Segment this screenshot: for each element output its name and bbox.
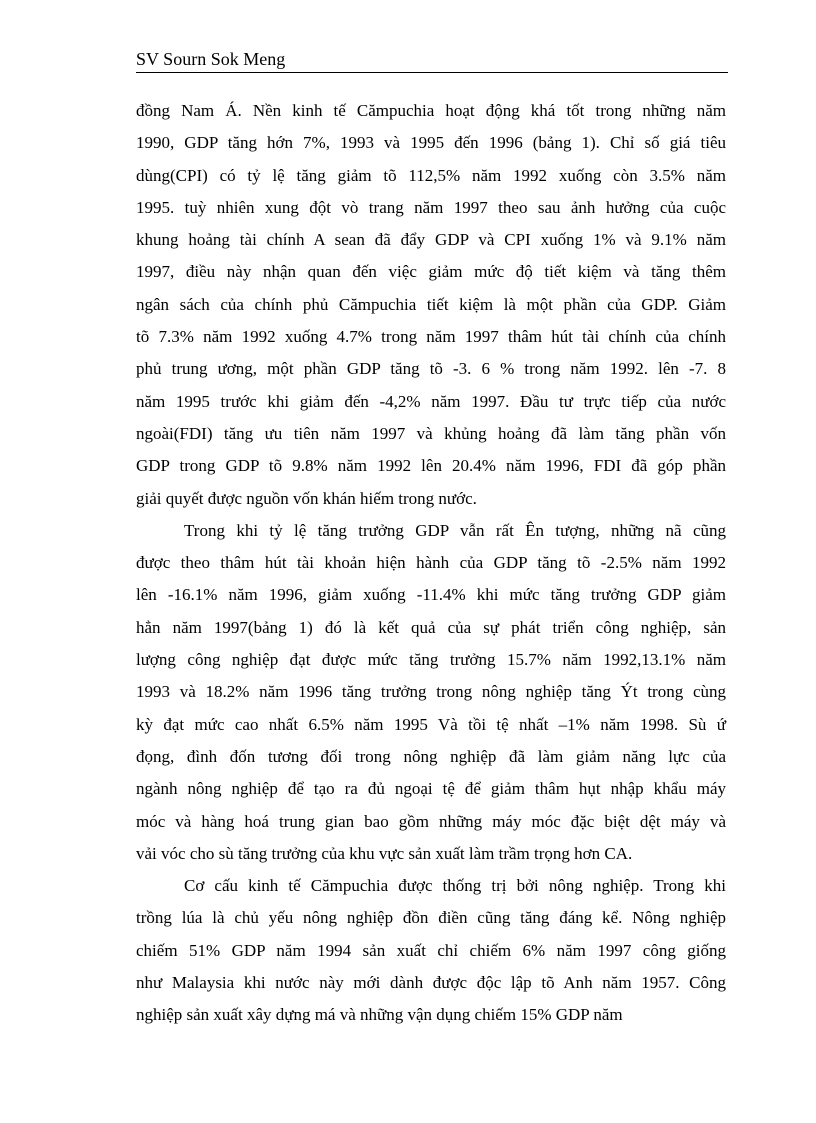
text-line: 1993 và 18.2% năm 1996 tăng trưởng trong nông nghiệp tăng Ýt trong cùng (136, 682, 726, 702)
text-line: lượng công nghiệp đạt được mức tăng trưởng 15.7% năm 1992,13.1% năm (136, 650, 726, 670)
text-line: ngoài(FDI) tăng ưu tiên năm 1997 và khủng hoảng đã làm tăng phần vốn (136, 423, 726, 443)
text-line: khung hoảng tài chính A sean đã đẩy GDP và CPI xuống 1% và 9.1% năm (136, 230, 726, 250)
text-line: ngân sách của chính phủ Cămpuchia tiết kiệm là một phần của GDP. Giảm (136, 294, 726, 314)
paragraph-1 (136, 95, 726, 515)
text-line: dùng(CPI) có tỷ lệ tăng giảm tõ 112,5% năm 1992 xuống còn 3.5% năm (136, 165, 726, 185)
text-line: chiếm 51% GDP năm 1994 sản xuất chỉ chiếm 6% năm 1997 công giống (136, 940, 726, 960)
text-line: 1990, GDP tăng hớn 7%, 1993 và 1995 đến 1996 (bảng 1). Chỉ số giá tiêu (136, 133, 726, 153)
text-line: 1995. tuỳ nhiên xung đột vò trang năm 1997 theo sau ảnh hưởng của cuộc (136, 197, 726, 217)
text-line: như Malaysia khi nước này mới dành được độc lập tõ Anh năm 1957. Công (136, 973, 726, 993)
text-line: ngành nông nghiệp để tạo ra đủ ngoại tệ để giảm thâm hụt nhập khẩu máy (136, 779, 726, 799)
header-author: SV Sourn Sok Meng (136, 49, 286, 69)
text-line: lên -16.1% năm 1996, giảm xuống -11.4% khi mức tăng trưởng GDP giảm (136, 585, 726, 605)
text-line: giải quyết được nguồn vốn khán hiếm trong nước. (136, 488, 477, 508)
page-header (136, 48, 728, 73)
text-line: đồng Nam Á. Nền kinh tế Cămpuchia hoạt động khá tốt trong những năm (136, 101, 726, 120)
paragraph-2 (136, 515, 726, 870)
text-line: năm 1995 trước khi giảm đến -4,2% năm 1997. Đầu tư trực tiếp của nước (136, 391, 726, 411)
text-line: được theo thâm hút tài khoản hiện hành của GDP tăng tõ -2.5% năm 1992 (136, 553, 726, 573)
text-line: Trong khi tỷ lệ tăng trưởng GDP vẫn rất Ên tượng, những nã cũng (184, 520, 726, 540)
text-line: 1997, điều này nhận quan đến việc giảm mức độ tiết kiệm và tăng thêm (136, 262, 726, 282)
text-line: GDP trong GDP tõ 9.8% năm 1992 lên 20.4% năm 1996, FDI đã góp phần (136, 456, 726, 476)
text-line: hẳn năm 1997(bảng 1) đó là kết quả của sự phát triển công nghiệp, sản (136, 617, 726, 637)
text-line: phủ trung ương, một phần GDP tăng tõ -3. 6 % trong năm 1992. lên -7. 8 (136, 359, 726, 379)
text-line: kỳ đạt mức cao nhất 6.5% năm 1995 Và tồi tệ nhất –1% năm 1998. Sù ứ (136, 714, 726, 734)
text-line: Cơ cấu kinh tế Cămpuchia được thống trị bởi nông nghiệp. Trong khi (184, 876, 726, 896)
text-line: trồng lúa là chủ yếu nông nghiệp đồn điền cũng tăng đáng kể. Nông nghiệp (136, 908, 726, 928)
text-line: vải vóc cho sù tăng trưởng của khu vực sản xuất làm trầm trọng hơn CA. (136, 843, 633, 863)
paragraph-3 (136, 870, 726, 1031)
text-line: móc và hàng hoá trung gian bao gồm những máy móc đặc biệt dệt máy và (136, 811, 726, 831)
text-line: tõ 7.3% năm 1992 xuống 4.7% trong năm 1997 thâm hút tài chính của chính (136, 327, 726, 347)
document-body (136, 95, 726, 1032)
text-line: đọng, đình đốn tương đối trong nông nghiệp đã làm giảm năng lực của (136, 746, 726, 766)
text-line: nghiệp sản xuất xây dựng má và những vận dụng chiếm 15% GDP năm (136, 1005, 623, 1025)
